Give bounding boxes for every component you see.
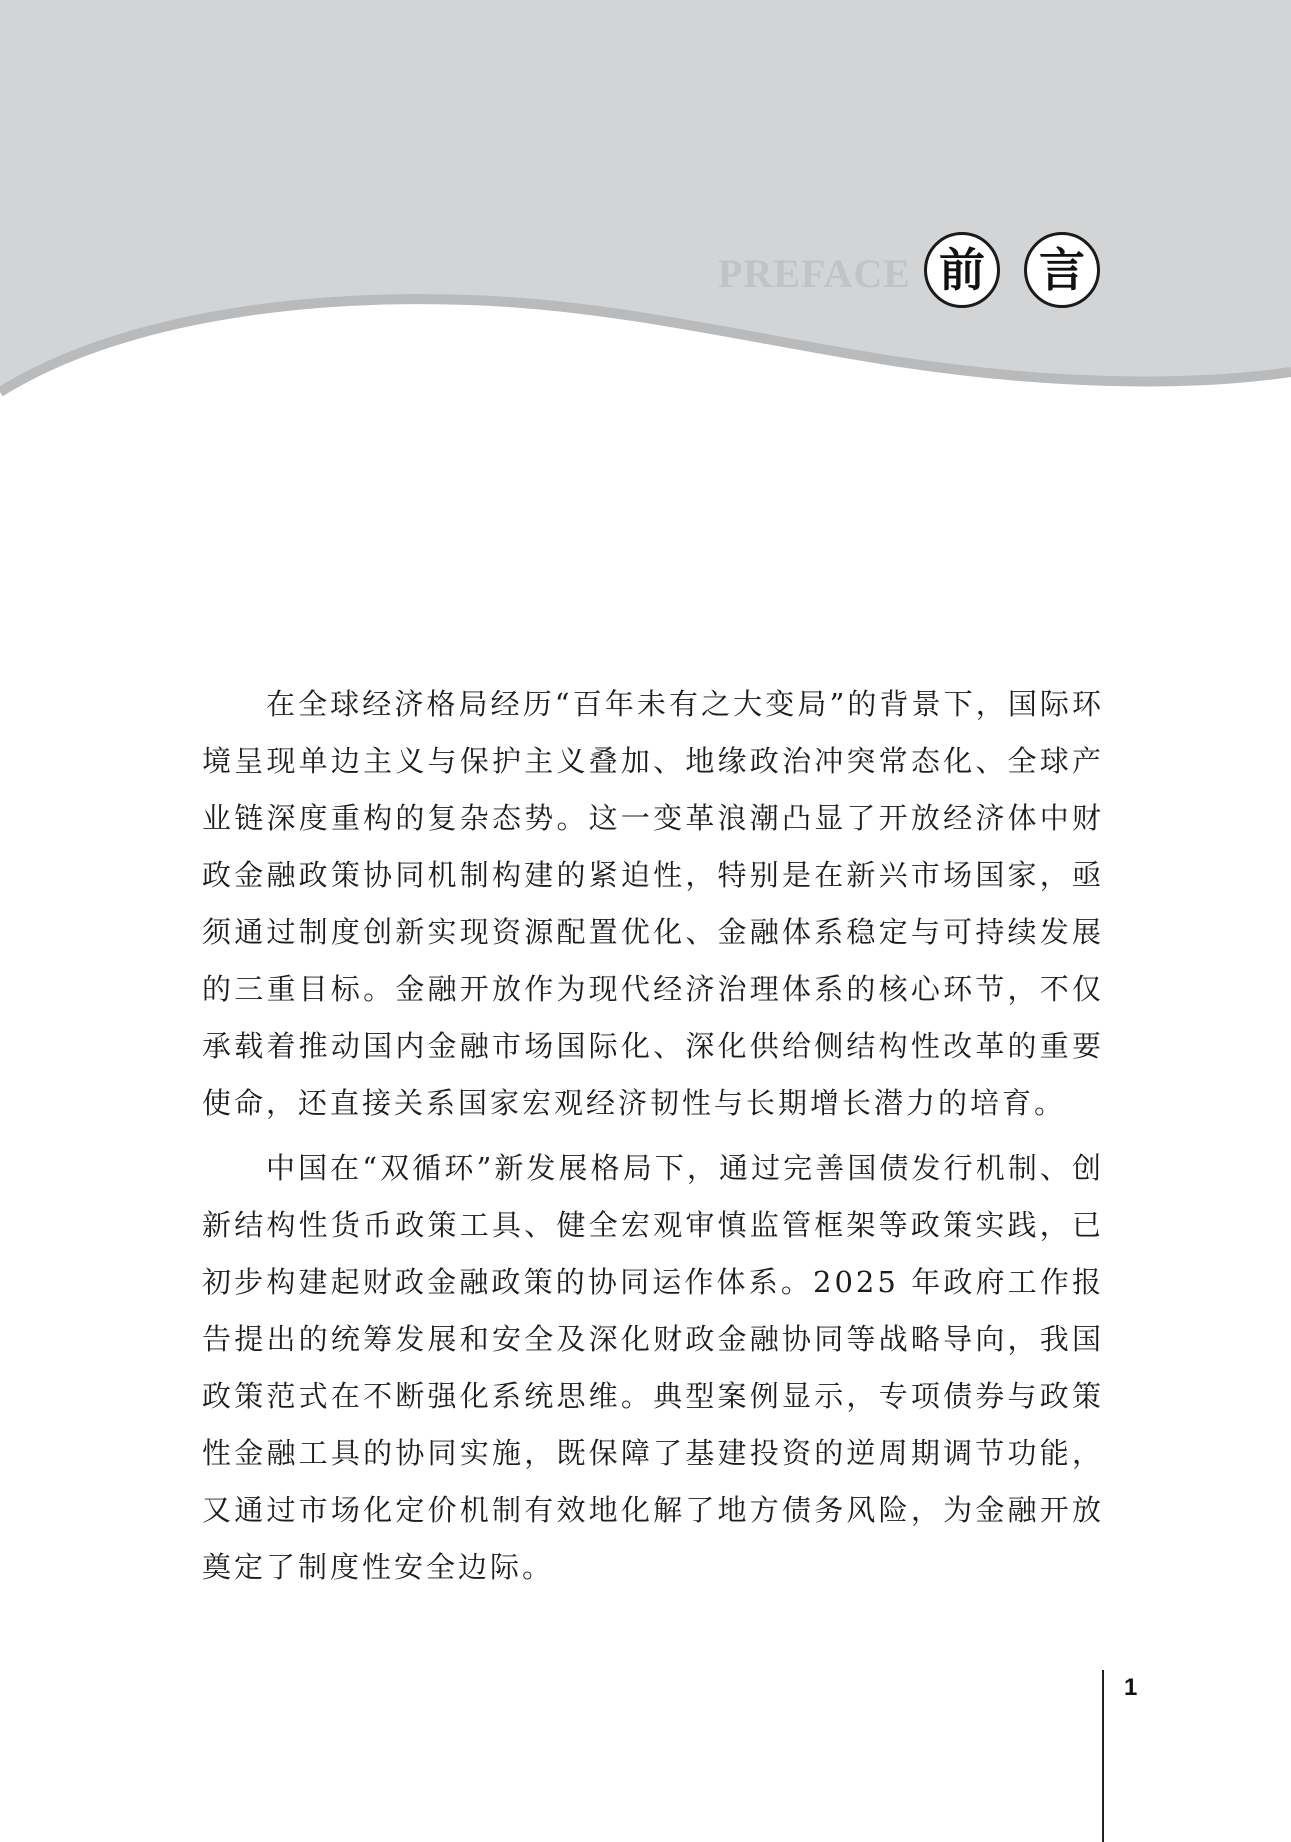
page-number: 1: [1124, 1674, 1138, 1701]
title-char-qian: 前: [924, 232, 1000, 308]
title-char-yan: 言: [1024, 232, 1100, 308]
preface-label: PREFACE: [718, 251, 911, 296]
page-margin-rule: [1102, 1670, 1104, 1842]
paragraph-2: 中国在“双循环”新发展格局下，通过完善国债发行机制、创新结构性货币政策工具、健全宏观审慎监管框架等政策实践，已初步构建起财政金融政策的协同运作体系。2025 年政府工作报告提出的统筹发展和安全及深化财政金融协同等战略导向，我国政策范式在不断强化系统思维。典型案例显示，专项债券与政策性金融工具的协同实施，既保障了基建投资的逆周期调节功能，又通过市场化定价机制有效地化解了地方债务风险，为金融开放奠定了制度性安全边际。: [202, 1151, 1104, 1584]
preface-body: [202, 676, 1104, 1604]
paragraph-1: 在全球经济格局经历“百年未有之大变局”的背景下，国际环境呈现单边主义与保护主义叠加、地缘政治冲突常态化、全球产业链深度重构的复杂态势。这一变革浪潮凸显了开放经济体中财政金融政策协同机制构建的紧迫性，特别是在新兴市场国家，亟须通过制度创新实现资源配置优化、金融体系稳定与可持续发展的三重目标。金融开放作为现代经济治理体系的核心环节，不仅承载着推动国内金融市场国际化、深化供给侧结构性改革的重要使命，还直接关系国家宏观经济韧性与长期增长潜力的培育。: [202, 687, 1104, 1120]
header-wave-background: [0, 0, 1291, 410]
header-band: [0, 0, 1291, 392]
